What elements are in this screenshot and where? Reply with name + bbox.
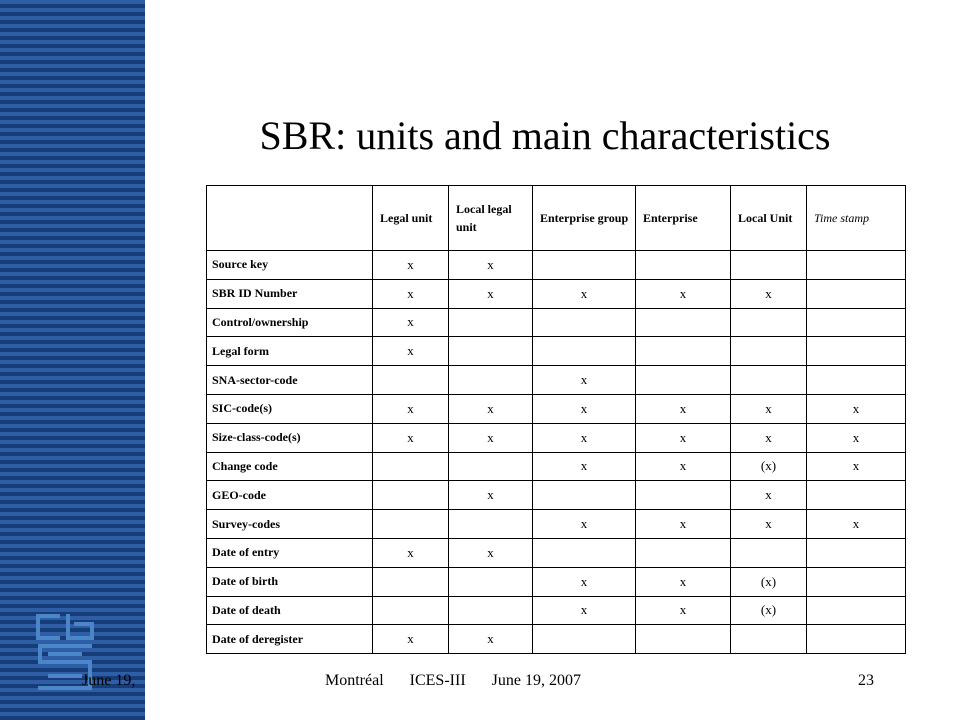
column-header: Local Unit xyxy=(731,186,807,251)
table-row xyxy=(207,596,906,625)
table-row xyxy=(207,394,906,423)
table-cell: x xyxy=(373,279,449,308)
table-cell: x xyxy=(636,510,731,539)
characteristics-table xyxy=(206,185,906,654)
table-cell xyxy=(449,308,533,337)
table-cell xyxy=(807,251,906,280)
table-cell xyxy=(731,337,807,366)
table-row xyxy=(207,423,906,452)
table-cell xyxy=(731,251,807,280)
table-cell: x xyxy=(533,567,636,596)
table-cell: x xyxy=(636,567,731,596)
table-cell: x xyxy=(449,625,533,654)
table-cell xyxy=(807,596,906,625)
table-header-row xyxy=(207,186,906,251)
table-cell xyxy=(449,596,533,625)
table-cell xyxy=(533,481,636,510)
table-cell: x xyxy=(731,394,807,423)
table-cell: (x) xyxy=(731,596,807,625)
table-row xyxy=(207,366,906,395)
table-row xyxy=(207,481,906,510)
table-cell xyxy=(373,452,449,481)
table-row xyxy=(207,625,906,654)
table-cell: (x) xyxy=(731,452,807,481)
table-row xyxy=(207,251,906,280)
row-label: Size-class-code(s) xyxy=(207,423,373,452)
table-cell: x xyxy=(807,423,906,452)
page-number: 23 xyxy=(858,672,874,689)
table-cell: x xyxy=(807,452,906,481)
row-label: SBR ID Number xyxy=(207,279,373,308)
table-cell xyxy=(731,538,807,567)
table-cell xyxy=(636,308,731,337)
table-cell: x xyxy=(373,625,449,654)
footer-location: Montréal xyxy=(325,672,384,689)
table-cell xyxy=(533,308,636,337)
table-cell xyxy=(373,481,449,510)
table-cell: x xyxy=(533,366,636,395)
table-row xyxy=(207,279,906,308)
table-cell: x xyxy=(373,308,449,337)
table-cell xyxy=(449,567,533,596)
table-cell: x xyxy=(373,394,449,423)
table-cell xyxy=(731,625,807,654)
row-label: SIC-code(s) xyxy=(207,394,373,423)
column-header: Local legal unit xyxy=(449,186,533,251)
table-cell xyxy=(807,366,906,395)
row-label: Date of birth xyxy=(207,567,373,596)
table-cell: x xyxy=(731,423,807,452)
row-label: Source key xyxy=(207,251,373,280)
table-cell xyxy=(807,538,906,567)
row-label: GEO-code xyxy=(207,481,373,510)
column-header: Enterprise group xyxy=(533,186,636,251)
column-header: Time stamp xyxy=(807,186,906,251)
table-cell xyxy=(636,625,731,654)
row-label: Date of deregister xyxy=(207,625,373,654)
table-cell: x xyxy=(636,596,731,625)
table-cell: x xyxy=(533,452,636,481)
table-row xyxy=(207,538,906,567)
column-header: Legal unit xyxy=(373,186,449,251)
table-cell: x xyxy=(731,510,807,539)
row-label: Survey-codes xyxy=(207,510,373,539)
table-cell: (x) xyxy=(731,567,807,596)
footer-date: June 19, 2007 xyxy=(491,672,581,689)
table-cell xyxy=(449,510,533,539)
table-cell: x xyxy=(636,423,731,452)
table-row xyxy=(207,510,906,539)
table-cell xyxy=(731,366,807,395)
table-row xyxy=(207,337,906,366)
table-cell: x xyxy=(636,452,731,481)
table-cell xyxy=(373,366,449,395)
table-cell xyxy=(449,366,533,395)
table-cell: x xyxy=(373,538,449,567)
table-cell xyxy=(636,337,731,366)
table-cell xyxy=(533,625,636,654)
footer-event: ICES-III xyxy=(409,672,466,689)
table-cell: x xyxy=(449,538,533,567)
table-cell: x xyxy=(449,394,533,423)
table-cell: x xyxy=(373,423,449,452)
header-corner-cell xyxy=(207,186,373,251)
table-cell xyxy=(636,251,731,280)
table-cell xyxy=(636,538,731,567)
table-cell: x xyxy=(731,279,807,308)
table-cell xyxy=(636,481,731,510)
table-cell xyxy=(807,337,906,366)
table-cell: x xyxy=(533,596,636,625)
table-cell xyxy=(533,251,636,280)
table-cell: x xyxy=(449,279,533,308)
slide-title: SBR: units and main characteristics xyxy=(259,113,831,158)
table-cell xyxy=(807,279,906,308)
table-cell: x xyxy=(373,337,449,366)
table-cell xyxy=(449,337,533,366)
table-cell: x xyxy=(449,481,533,510)
table-cell: x xyxy=(533,510,636,539)
table-row xyxy=(207,308,906,337)
row-label: Change code xyxy=(207,452,373,481)
column-header: Enterprise xyxy=(636,186,731,251)
table-cell: x xyxy=(533,394,636,423)
table-cell: x xyxy=(449,423,533,452)
row-label: Date of death xyxy=(207,596,373,625)
table-cell: x xyxy=(807,510,906,539)
row-label: Legal form xyxy=(207,337,373,366)
table-cell xyxy=(807,625,906,654)
table-cell: x xyxy=(807,394,906,423)
table-cell: x xyxy=(373,251,449,280)
table-cell xyxy=(449,452,533,481)
table-cell xyxy=(533,337,636,366)
footer xyxy=(325,672,607,690)
table-cell xyxy=(807,567,906,596)
footer-date-partial: June 19, xyxy=(82,672,136,689)
row-label: Control/ownership xyxy=(207,308,373,337)
table-cell xyxy=(807,308,906,337)
table-cell xyxy=(731,308,807,337)
table-cell xyxy=(533,538,636,567)
table-cell: x xyxy=(636,394,731,423)
table-cell xyxy=(636,366,731,395)
table-cell xyxy=(373,510,449,539)
table-cell xyxy=(373,596,449,625)
table-cell: x xyxy=(533,423,636,452)
row-label: Date of entry xyxy=(207,538,373,567)
table-cell: x xyxy=(449,251,533,280)
table-row xyxy=(207,452,906,481)
table-cell: x xyxy=(636,279,731,308)
table-cell xyxy=(373,567,449,596)
table-row xyxy=(207,567,906,596)
table-cell: x xyxy=(731,481,807,510)
row-label: SNA-sector-code xyxy=(207,366,373,395)
table-cell xyxy=(807,481,906,510)
table-cell: x xyxy=(533,279,636,308)
